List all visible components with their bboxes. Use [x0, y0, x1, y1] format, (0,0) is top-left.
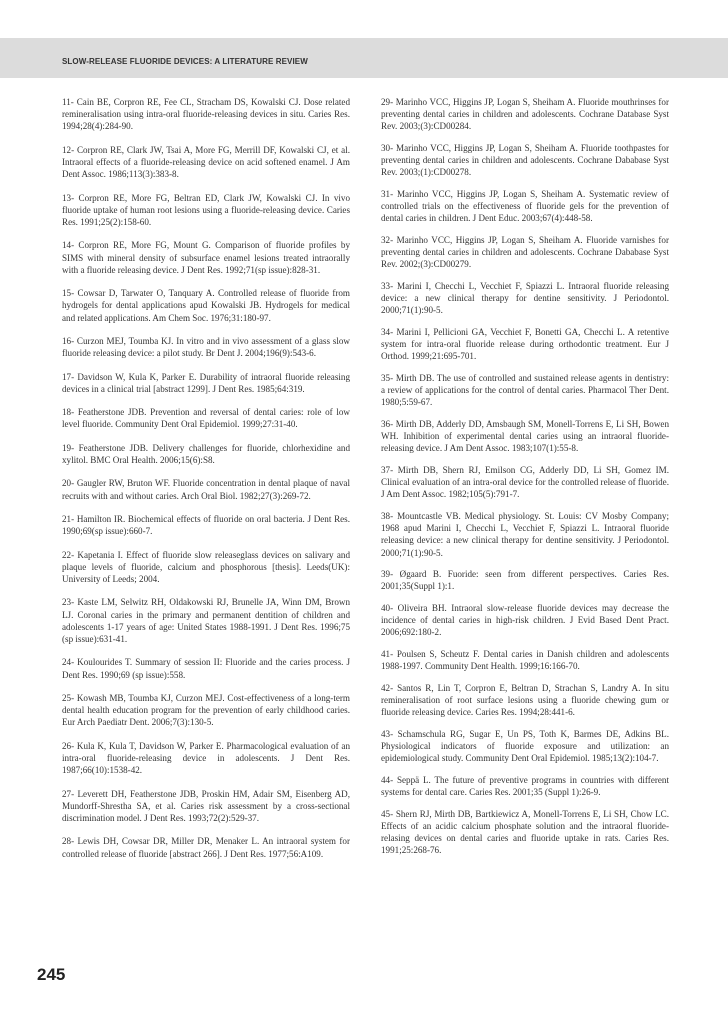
reference-item: 35- Mirth DB. The use of controlled and sustained release agents in dentistry: a review of applications for the control of dental caries. Pharmacol Ther Dent. 1980;5:59-67. [381, 373, 669, 408]
reference-item: 39- Øgaard B. Fuoride: seen from different perspectives. Caries Res. 2001;35(Suppl 1):1. [381, 569, 669, 592]
reference-item: 15- Cowsar D, Tarwater O, Tanquary A. Controlled release of fluoride from hydrogels for dental applications apud Kowalski JB. Hydrogels for medical and related applications. Am Chem Soc. 1976;31:180-97. [62, 288, 350, 323]
reference-item: 43- Schamschula RG, Sugar E, Un PS, Toth K, Barmes DE, Adkins BL. Physiological indicators of fluoride exposure and utilization: an epidemiological study. Community Dent Oral Epidemiol. 1985;13(2):104-7. [381, 728, 669, 764]
reference-item: 26- Kula K, Kula T, Davidson W, Parker E. Pharmacological evaluation of an intra-oral fluoride-releasing device in adolescents. J Dent Res. 1987;66(10):1538-42. [62, 740, 350, 776]
reference-item: 17- Davidson W, Kula K, Parker E. Durability of intraoral fluoride releasing devices in a clinical trial [abstract 1299]. J Dent Res. 1985;64:319. [62, 371, 350, 394]
reference-item: 25- Kowash MB, Toumba KJ, Curzon MEJ. Cost-effectiveness of a long-term dental health education program for the prevention of early childhood caries. Eur Arch Paediatr Dent. 2006;7(3):130-5. [62, 692, 350, 728]
reference-item: 36- Mirth DB, Adderly DD, Amsbaugh SM, Monell-Torrens E, Li SH, Bowen WH. Inhibition of experimental dental caries using an intraoral fluoride-releasing device. J Am Dent Assoc. 1983;107(1):55-8. [381, 419, 669, 454]
reference-item: 33- Marini I, Checchi L, Vecchiet F, Spiazzi L. Intraoral fluoride releasing device: a new clinical therapy for dentine sensitivity. J Periodontol. 2000;71(1):90-5. [381, 281, 669, 316]
reference-item: 13- Corpron RE, More FG, Beltran ED, Clark JW, Kowalski CJ. In vivo fluoride uptake of human root lesions using a fluoride-releasing device. Caries Res. 1991;25(2):158-60. [62, 192, 350, 227]
reference-item: 42- Santos R, Lin T, Corpron E, Beltran D, Strachan S, Landry A. In situ remineralisation of root surface lesions using a fluoride chewing gum or fluoride releasing device. Caries Res. 1994;28:441-6. [381, 682, 669, 718]
reference-item: 21- Hamilton IR. Biochemical effects of fluoride on oral bacteria. J Dent Res. 1990;69(sp issue):660-7. [62, 513, 350, 537]
reference-item: 40- Oliveira BH. Intraoral slow-release fluoride devices may decrease the incidence of dental caries in high-risk children. J Evid Based Dent Pract. 2006;692:180-2. [381, 603, 669, 638]
reference-item: 24- Koulourides T. Summary of session II: Fluoride and the caries process. J Dent Res. 1990;69 (sp issue):558. [62, 657, 350, 680]
references-column-left [62, 96, 350, 871]
reference-item: 32- Marinho VCC, Higgins JP, Logan S, Sheiham A. Fluoride varnishes for preventing dental caries in children and adolescents. Cochrane Dababase Syst Rev. 2002;(3):CD00279. [381, 235, 669, 270]
reference-item: 38- Mountcastle VB. Medical physiology. St. Louis: CV Mosby Company; 1968 apud Marini I, Checchi L, Vecchiet F, Spiazzi L. Intraoral fluoride releasing device: a new clinical therapy for dentine sensitivity. J Periodontol. 2000;71(1):90-5. [381, 511, 669, 558]
running-header-title: SLOW-RELEASE FLUORIDE DEVICES: A LITERATURE REVIEW [62, 57, 308, 66]
reference-item: 30- Marinho VCC, Higgins JP, Logan S, Sheiham A. Fluoride toothpastes for preventing dental caries in children and adolescents. Cochrane Dababase Syst Rev. 2003;(1):CD00278. [381, 143, 669, 178]
reference-item: 31- Marinho VCC, Higgins JP, Logan S, Sheiham A. Systematic review of controlled trials on the effectiveness of fluoride gels for the prevention of dental caries in children. J Dent Educ. 2003;67(4):448-58. [381, 189, 669, 224]
reference-item: 23- Kaste LM, Selwitz RH, Oldakowski RJ, Brunelle JA, Winn DM, Brown LJ. Coronal caries in the primary and permanent dentition of children and adolescents 1-17 years of age: United States 1988-1991. J Dent Res. 1996;75 (sp issue):631-41. [62, 597, 350, 644]
reference-item: 19- Featherstone JDB. Delivery challenges for fluoride, chlorhexidine and xylitol. BMC Oral Health. 2006;15(6):S8. [62, 442, 350, 465]
references-column-right [381, 96, 669, 866]
reference-item: 41- Poulsen S, Scheutz F. Dental caries in Danish children and adolescents 1988-1997. Community Dent Health. 1999;16:166-70. [381, 649, 669, 672]
reference-item: 18- Featherstone JDB. Prevention and reversal of dental caries: role of low level fluoride. Community Dent Oral Epidemiol. 1999;27:31-40. [62, 407, 350, 430]
reference-item: 14- Corpron RE, More FG, Mount G. Comparison of fluoride profiles by SIMS with mineral density of subsurface enamel lesions treated intraorally with a fluoride releasing device. J Dent Res. 1992;71(sp issue):828-31. [62, 240, 350, 275]
reference-item: 37- Mirth DB, Shern RJ, Emilson CG, Adderly DD, Li SH, Gomez IM. Clinical evaluation of an intra-oral device for the controlled release of fluoride. J Am Dent Assoc. 1982;105(5):791-7. [381, 465, 669, 500]
reference-item: 27- Leverett DH, Featherstone JDB, Proskin HM, Adair SM, Eisenberg AD, Mundorff-Shrestha SA, et al. Caries risk assessment by a cross-sectional discrimination model. J Dent Res. 1993;72(2):529-37. [62, 788, 350, 823]
reference-item: 22- Kapetania I. Effect of fluoride slow releaseglass devices on salivary and plaque levels of fluoride, calcium and phosphorous [thesis]. Leeds(UK): University of Leeds; 2004. [62, 549, 350, 584]
reference-item: 34- Marini I, Pellicioni GA, Vecchiet F, Bonetti GA, Checchi L. A retentive system for intra-oral fluoride release during orthodontic treatment. Eur J Orthod. 1999;21:695-701. [381, 327, 669, 362]
reference-item: 16- Curzon MEJ, Toumba KJ. In vitro and in vivo assessment of a glass slow fluoride releasing device: a pilot study. Br Dent J. 2004;196(9):543-6. [62, 335, 350, 359]
reference-item: 20- Gaugler RW, Bruton WF. Fluoride concentration in dental plaque of naval recruits with and without caries. Arch Oral Biol. 1982;27(3):269-72. [62, 478, 350, 501]
page-number: 245 [37, 965, 66, 984]
reference-item: 28- Lewis DH, Cowsar DR, Miller DR, Menaker L. An intraoral system for controlled release of fluoride [abstract 266]. J Dent Res. 1977;56:A109. [62, 836, 350, 859]
reference-item: 44- Seppä L. The future of preventive programs in countries with different systems for dental care. Caries Res. 2001;35 (Suppl 1):26-9. [381, 774, 669, 797]
reference-item: 12- Corpron RE, Clark JW, Tsai A, More FG, Merrill DF, Kowalski CJ, et al. Intraoral effects of a fluoride-releasing device on acid softened enamel. J Am Dent Assoc. 1986;113(3):383-8. [62, 144, 350, 180]
reference-item: 11- Cain BE, Corpron RE, Fee CL, Stracham DS, Kowalski CJ. Dose related remineralisation using intra-oral fluoride-releasing devices in situ. Caries Res. 1994;28(4):284-90. [62, 97, 350, 132]
reference-item: 45- Shern RJ, Mirth DB, Bartkiewicz A, Monell-Torrens E, Li SH, Chow LC. Effects of an acidic calcium phosphate solution and the intraoral fluoride-relasing devices on dental caries and fluoride uptake in rats. Caries Res. 1991;25:268-76. [381, 808, 669, 856]
reference-item: 29- Marinho VCC, Higgins JP, Logan S, Sheiham A. Fluoride mouthrinses for preventing dental caries in children and adolescents. Cochrane Database Syst Rev. 2003;(3):CD00284. [381, 97, 669, 132]
